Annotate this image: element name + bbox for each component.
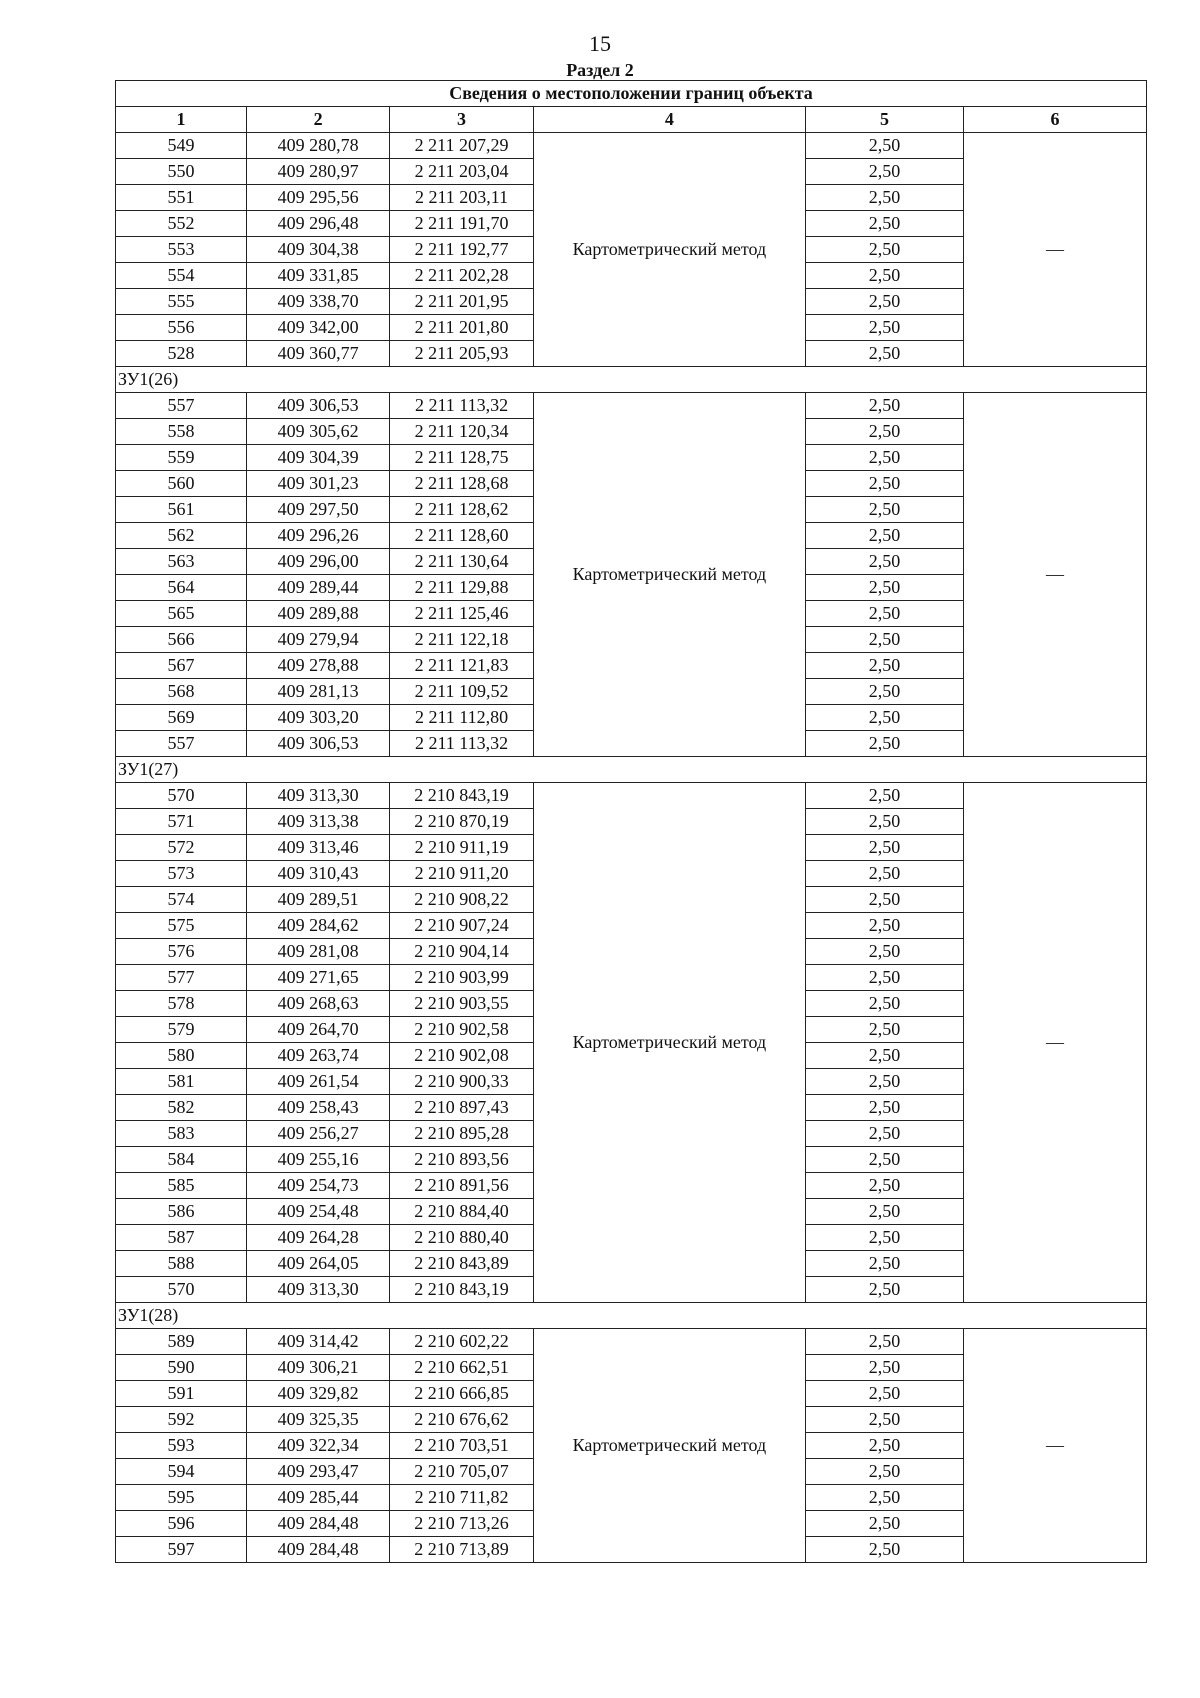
point-number-cell: 576: [116, 939, 247, 965]
y-coordinate-cell: 2 210 900,33: [390, 1069, 533, 1095]
point-number-cell: 583: [116, 1121, 247, 1147]
x-coordinate-cell: 409 306,53: [246, 393, 389, 419]
y-coordinate-cell: 2 211 130,64: [390, 549, 533, 575]
point-number-cell: 571: [116, 809, 247, 835]
accuracy-cell: 2,50: [806, 549, 964, 575]
y-coordinate-cell: 2 210 911,19: [390, 835, 533, 861]
accuracy-cell: 2,50: [806, 211, 964, 237]
point-number-cell: 553: [116, 237, 247, 263]
accuracy-cell: 2,50: [806, 289, 964, 315]
y-coordinate-cell: 2 210 602,22: [390, 1329, 533, 1355]
accuracy-cell: 2,50: [806, 601, 964, 627]
x-coordinate-cell: 409 289,44: [246, 575, 389, 601]
column-6-cell: —: [963, 393, 1146, 757]
y-coordinate-cell: 2 210 902,58: [390, 1017, 533, 1043]
x-coordinate-cell: 409 296,48: [246, 211, 389, 237]
x-coordinate-cell: 409 281,13: [246, 679, 389, 705]
y-coordinate-cell: 2 210 843,19: [390, 783, 533, 809]
point-number-cell: 575: [116, 913, 247, 939]
x-coordinate-cell: 409 325,35: [246, 1407, 389, 1433]
y-coordinate-cell: 2 210 897,43: [390, 1095, 533, 1121]
y-coordinate-cell: 2 210 907,24: [390, 913, 533, 939]
x-coordinate-cell: 409 338,70: [246, 289, 389, 315]
point-number-cell: 563: [116, 549, 247, 575]
y-coordinate-cell: 2 210 662,51: [390, 1355, 533, 1381]
point-number-cell: 560: [116, 471, 247, 497]
x-coordinate-cell: 409 322,34: [246, 1433, 389, 1459]
y-coordinate-cell: 2 211 129,88: [390, 575, 533, 601]
accuracy-cell: 2,50: [806, 835, 964, 861]
accuracy-cell: 2,50: [806, 627, 964, 653]
accuracy-cell: 2,50: [806, 913, 964, 939]
column-number: 6: [963, 107, 1146, 133]
accuracy-cell: 2,50: [806, 471, 964, 497]
accuracy-cell: 2,50: [806, 1433, 964, 1459]
point-number-cell: 552: [116, 211, 247, 237]
point-number-cell: 550: [116, 159, 247, 185]
point-number-cell: 584: [116, 1147, 247, 1173]
y-coordinate-cell: 2 210 713,26: [390, 1511, 533, 1537]
accuracy-cell: 2,50: [806, 705, 964, 731]
point-number-cell: 586: [116, 1199, 247, 1225]
point-number-cell: 590: [116, 1355, 247, 1381]
parcel-header-row: [116, 367, 1147, 393]
point-number-cell: 596: [116, 1511, 247, 1537]
accuracy-cell: 2,50: [806, 1225, 964, 1251]
y-coordinate-cell: 2 211 201,80: [390, 315, 533, 341]
point-number-cell: 570: [116, 783, 247, 809]
y-coordinate-cell: 2 210 911,20: [390, 861, 533, 887]
y-coordinate-cell: 2 211 120,34: [390, 419, 533, 445]
point-number-cell: 594: [116, 1459, 247, 1485]
point-number-cell: 595: [116, 1485, 247, 1511]
point-number-cell: 581: [116, 1069, 247, 1095]
x-coordinate-cell: 409 342,00: [246, 315, 389, 341]
parcel-header-row: [116, 1303, 1147, 1329]
point-number-cell: 549: [116, 133, 247, 159]
point-number-cell: 565: [116, 601, 247, 627]
y-coordinate-cell: 2 210 891,56: [390, 1173, 533, 1199]
parcel-label: ЗУ1(28): [116, 1303, 1147, 1329]
y-coordinate-cell: 2 210 880,40: [390, 1225, 533, 1251]
accuracy-cell: 2,50: [806, 1537, 964, 1563]
x-coordinate-cell: 409 281,08: [246, 939, 389, 965]
point-number-cell: 587: [116, 1225, 247, 1251]
x-coordinate-cell: 409 331,85: [246, 263, 389, 289]
x-coordinate-cell: 409 303,20: [246, 705, 389, 731]
accuracy-cell: 2,50: [806, 1121, 964, 1147]
column-number: 2: [246, 107, 389, 133]
y-coordinate-cell: 2 210 666,85: [390, 1381, 533, 1407]
column-number: 1: [116, 107, 247, 133]
accuracy-cell: 2,50: [806, 497, 964, 523]
x-coordinate-cell: 409 268,63: [246, 991, 389, 1017]
x-coordinate-cell: 409 289,51: [246, 887, 389, 913]
accuracy-cell: 2,50: [806, 393, 964, 419]
x-coordinate-cell: 409 271,65: [246, 965, 389, 991]
x-coordinate-cell: 409 297,50: [246, 497, 389, 523]
accuracy-cell: 2,50: [806, 1355, 964, 1381]
point-number-cell: 593: [116, 1433, 247, 1459]
point-number-cell: 528: [116, 341, 247, 367]
accuracy-cell: 2,50: [806, 1381, 964, 1407]
column-6-cell: —: [963, 1329, 1146, 1563]
y-coordinate-cell: 2 211 122,18: [390, 627, 533, 653]
accuracy-cell: 2,50: [806, 575, 964, 601]
y-coordinate-cell: 2 210 703,51: [390, 1433, 533, 1459]
point-number-cell: 574: [116, 887, 247, 913]
point-number-cell: 559: [116, 445, 247, 471]
accuracy-cell: 2,50: [806, 1511, 964, 1537]
point-number-cell: 570: [116, 1277, 247, 1303]
point-number-cell: 556: [116, 315, 247, 341]
x-coordinate-cell: 409 296,26: [246, 523, 389, 549]
section-label: Раздел 2: [566, 60, 634, 80]
point-number-cell: 557: [116, 731, 247, 757]
parcel-label: ЗУ1(27): [116, 757, 1147, 783]
point-number-cell: 564: [116, 575, 247, 601]
y-coordinate-cell: 2 211 203,04: [390, 159, 533, 185]
point-number-cell: 554: [116, 263, 247, 289]
x-coordinate-cell: 409 263,74: [246, 1043, 389, 1069]
y-coordinate-cell: 2 210 884,40: [390, 1199, 533, 1225]
parcel-header-row: [116, 757, 1147, 783]
accuracy-cell: 2,50: [806, 861, 964, 887]
point-number-cell: 579: [116, 1017, 247, 1043]
accuracy-cell: 2,50: [806, 237, 964, 263]
y-coordinate-cell: 2 211 192,77: [390, 237, 533, 263]
point-number-cell: 566: [116, 627, 247, 653]
x-coordinate-cell: 409 360,77: [246, 341, 389, 367]
y-coordinate-cell: 2 210 893,56: [390, 1147, 533, 1173]
x-coordinate-cell: 409 264,05: [246, 1251, 389, 1277]
y-coordinate-cell: 2 210 895,28: [390, 1121, 533, 1147]
table-title: Сведения о местоположении границ объекта: [116, 81, 1147, 107]
x-coordinate-cell: 409 314,42: [246, 1329, 389, 1355]
accuracy-cell: 2,50: [806, 1459, 964, 1485]
point-number-cell: 585: [116, 1173, 247, 1199]
y-coordinate-cell: 2 210 705,07: [390, 1459, 533, 1485]
x-coordinate-cell: 409 313,38: [246, 809, 389, 835]
y-coordinate-cell: 2 210 903,55: [390, 991, 533, 1017]
x-coordinate-cell: 409 296,00: [246, 549, 389, 575]
column-number: 5: [806, 107, 964, 133]
x-coordinate-cell: 409 313,30: [246, 1277, 389, 1303]
x-coordinate-cell: 409 284,48: [246, 1511, 389, 1537]
accuracy-cell: 2,50: [806, 1069, 964, 1095]
accuracy-cell: 2,50: [806, 783, 964, 809]
y-coordinate-cell: 2 210 902,08: [390, 1043, 533, 1069]
accuracy-cell: 2,50: [806, 679, 964, 705]
x-coordinate-cell: 409 285,44: [246, 1485, 389, 1511]
y-coordinate-cell: 2 211 201,95: [390, 289, 533, 315]
y-coordinate-cell: 2 211 113,32: [390, 393, 533, 419]
point-number-cell: 573: [116, 861, 247, 887]
point-number-cell: 567: [116, 653, 247, 679]
y-coordinate-cell: 2 211 128,62: [390, 497, 533, 523]
column-6-cell: —: [963, 133, 1146, 367]
point-number-cell: 562: [116, 523, 247, 549]
x-coordinate-cell: 409 264,28: [246, 1225, 389, 1251]
accuracy-cell: 2,50: [806, 1277, 964, 1303]
point-number-cell: 551: [116, 185, 247, 211]
method-cell: Картометрический метод: [533, 783, 805, 1303]
point-number-cell: 577: [116, 965, 247, 991]
x-coordinate-cell: 409 293,47: [246, 1459, 389, 1485]
x-coordinate-cell: 409 258,43: [246, 1095, 389, 1121]
x-coordinate-cell: 409 304,38: [246, 237, 389, 263]
point-number-cell: 592: [116, 1407, 247, 1433]
y-coordinate-cell: 2 210 904,14: [390, 939, 533, 965]
point-number-cell: 569: [116, 705, 247, 731]
y-coordinate-cell: 2 211 109,52: [390, 679, 533, 705]
x-coordinate-cell: 409 280,78: [246, 133, 389, 159]
point-number-cell: 589: [116, 1329, 247, 1355]
boundary-table: [115, 80, 1147, 1563]
table-row: [116, 133, 1147, 159]
column-number-row: [116, 107, 1147, 133]
accuracy-cell: 2,50: [806, 263, 964, 289]
accuracy-cell: 2,50: [806, 1173, 964, 1199]
point-number-cell: 580: [116, 1043, 247, 1069]
point-number-cell: 597: [116, 1537, 247, 1563]
x-coordinate-cell: 409 254,73: [246, 1173, 389, 1199]
table-row: [116, 1329, 1147, 1355]
y-coordinate-cell: 2 211 113,32: [390, 731, 533, 757]
x-coordinate-cell: 409 278,88: [246, 653, 389, 679]
column-number: 3: [390, 107, 533, 133]
point-number-cell: 557: [116, 393, 247, 419]
accuracy-cell: 2,50: [806, 809, 964, 835]
point-number-cell: 561: [116, 497, 247, 523]
table-body: [116, 133, 1147, 1563]
method-cell: Картометрический метод: [533, 1329, 805, 1563]
x-coordinate-cell: 409 313,30: [246, 783, 389, 809]
x-coordinate-cell: 409 279,94: [246, 627, 389, 653]
x-coordinate-cell: 409 310,43: [246, 861, 389, 887]
accuracy-cell: 2,50: [806, 1407, 964, 1433]
accuracy-cell: 2,50: [806, 159, 964, 185]
accuracy-cell: 2,50: [806, 1043, 964, 1069]
point-number-cell: 582: [116, 1095, 247, 1121]
accuracy-cell: 2,50: [806, 445, 964, 471]
y-coordinate-cell: 2 210 843,89: [390, 1251, 533, 1277]
y-coordinate-cell: 2 210 843,19: [390, 1277, 533, 1303]
accuracy-cell: 2,50: [806, 419, 964, 445]
x-coordinate-cell: 409 280,97: [246, 159, 389, 185]
table-row: [116, 393, 1147, 419]
accuracy-cell: 2,50: [806, 1199, 964, 1225]
table-row: [116, 783, 1147, 809]
x-coordinate-cell: 409 264,70: [246, 1017, 389, 1043]
point-number-cell: 588: [116, 1251, 247, 1277]
y-coordinate-cell: 2 210 908,22: [390, 887, 533, 913]
x-coordinate-cell: 409 306,53: [246, 731, 389, 757]
y-coordinate-cell: 2 211 203,11: [390, 185, 533, 211]
point-number-cell: 558: [116, 419, 247, 445]
y-coordinate-cell: 2 210 870,19: [390, 809, 533, 835]
point-number-cell: 578: [116, 991, 247, 1017]
accuracy-cell: 2,50: [806, 185, 964, 211]
y-coordinate-cell: 2 210 676,62: [390, 1407, 533, 1433]
x-coordinate-cell: 409 306,21: [246, 1355, 389, 1381]
method-cell: Картометрический метод: [533, 393, 805, 757]
y-coordinate-cell: 2 210 713,89: [390, 1537, 533, 1563]
accuracy-cell: 2,50: [806, 1017, 964, 1043]
column-6-cell: —: [963, 783, 1146, 1303]
accuracy-cell: 2,50: [806, 133, 964, 159]
point-number-cell: 591: [116, 1381, 247, 1407]
x-coordinate-cell: 409 295,56: [246, 185, 389, 211]
accuracy-cell: 2,50: [806, 1251, 964, 1277]
y-coordinate-cell: 2 211 112,80: [390, 705, 533, 731]
point-number-cell: 572: [116, 835, 247, 861]
accuracy-cell: 2,50: [806, 523, 964, 549]
point-number-cell: 568: [116, 679, 247, 705]
accuracy-cell: 2,50: [806, 939, 964, 965]
y-coordinate-cell: 2 211 207,29: [390, 133, 533, 159]
y-coordinate-cell: 2 211 128,68: [390, 471, 533, 497]
x-coordinate-cell: 409 305,62: [246, 419, 389, 445]
accuracy-cell: 2,50: [806, 341, 964, 367]
y-coordinate-cell: 2 211 205,93: [390, 341, 533, 367]
y-coordinate-cell: 2 211 128,75: [390, 445, 533, 471]
y-coordinate-cell: 2 210 711,82: [390, 1485, 533, 1511]
x-coordinate-cell: 409 261,54: [246, 1069, 389, 1095]
column-number: 4: [533, 107, 805, 133]
method-cell: Картометрический метод: [533, 133, 805, 367]
x-coordinate-cell: 409 329,82: [246, 1381, 389, 1407]
y-coordinate-cell: 2 211 125,46: [390, 601, 533, 627]
y-coordinate-cell: 2 211 202,28: [390, 263, 533, 289]
accuracy-cell: 2,50: [806, 731, 964, 757]
x-coordinate-cell: 409 255,16: [246, 1147, 389, 1173]
accuracy-cell: 2,50: [806, 1095, 964, 1121]
y-coordinate-cell: 2 210 903,99: [390, 965, 533, 991]
parcel-label: ЗУ1(26): [116, 367, 1147, 393]
x-coordinate-cell: 409 254,48: [246, 1199, 389, 1225]
x-coordinate-cell: 409 289,88: [246, 601, 389, 627]
accuracy-cell: 2,50: [806, 1147, 964, 1173]
accuracy-cell: 2,50: [806, 1485, 964, 1511]
y-coordinate-cell: 2 211 121,83: [390, 653, 533, 679]
accuracy-cell: 2,50: [806, 315, 964, 341]
page-number: 15: [589, 31, 611, 56]
point-number-cell: 555: [116, 289, 247, 315]
y-coordinate-cell: 2 211 191,70: [390, 211, 533, 237]
x-coordinate-cell: 409 284,48: [246, 1537, 389, 1563]
accuracy-cell: 2,50: [806, 1329, 964, 1355]
x-coordinate-cell: 409 301,23: [246, 471, 389, 497]
accuracy-cell: 2,50: [806, 887, 964, 913]
x-coordinate-cell: 409 304,39: [246, 445, 389, 471]
accuracy-cell: 2,50: [806, 965, 964, 991]
x-coordinate-cell: 409 284,62: [246, 913, 389, 939]
accuracy-cell: 2,50: [806, 653, 964, 679]
accuracy-cell: 2,50: [806, 991, 964, 1017]
x-coordinate-cell: 409 256,27: [246, 1121, 389, 1147]
x-coordinate-cell: 409 313,46: [246, 835, 389, 861]
y-coordinate-cell: 2 211 128,60: [390, 523, 533, 549]
